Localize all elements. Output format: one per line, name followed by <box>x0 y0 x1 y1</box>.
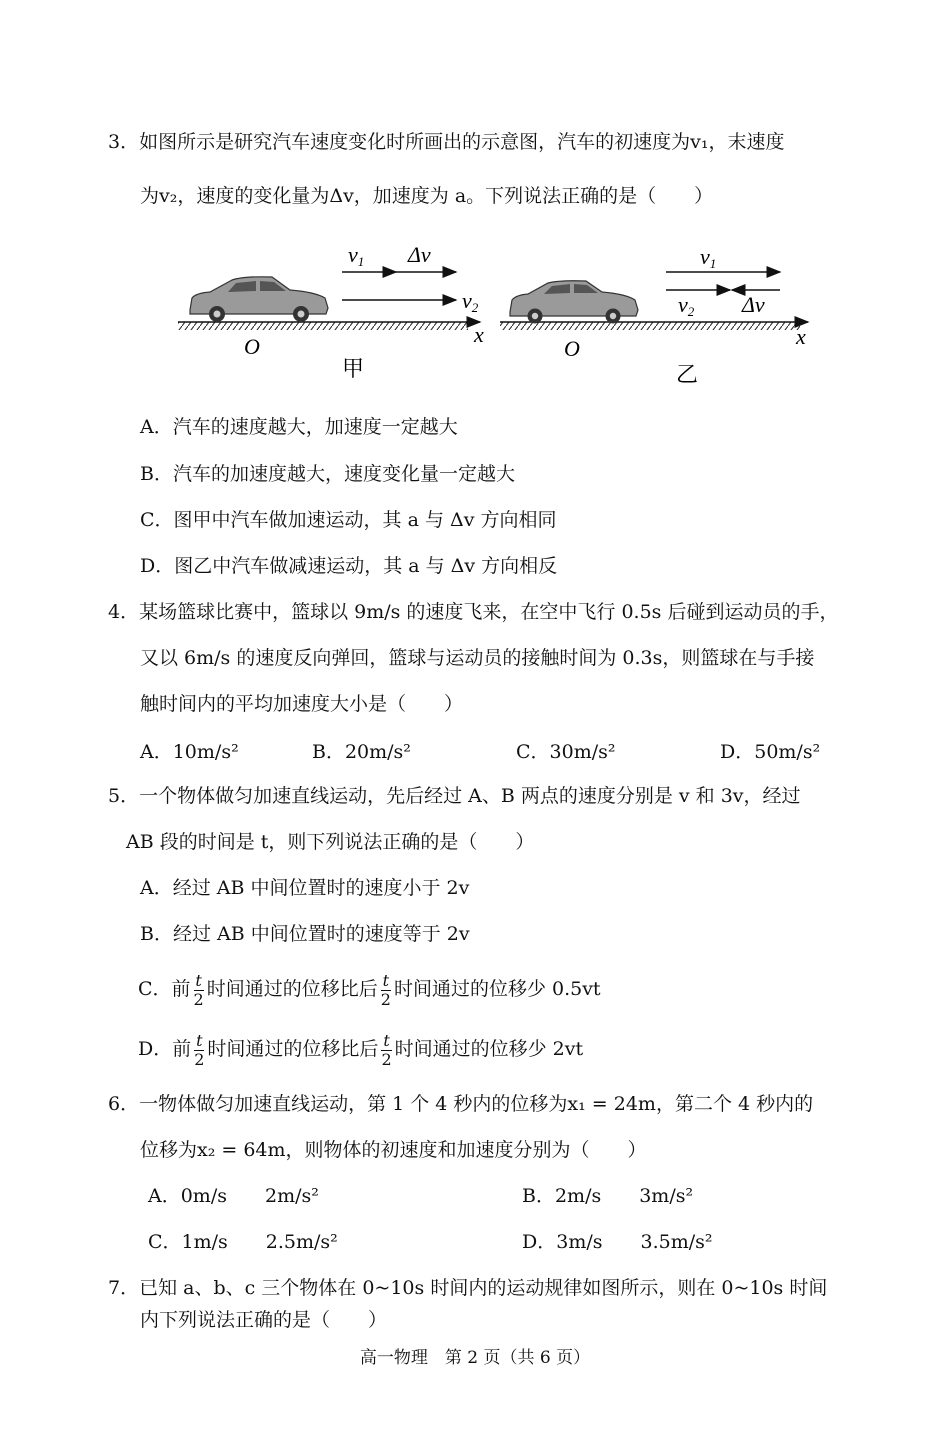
q5-option-d-middle: 时间通过的位移比后 <box>207 1038 379 1060</box>
q3-stem-line2: 为v₂，速度的变化量为Δv，加速度为 a。下列说法正确的是（ ） <box>140 185 714 207</box>
q5-option-d-suffix: 时间通过的位移少 2vt <box>394 1038 584 1060</box>
q7-stem-line1: 7．已知 a、b、c 三个物体在 0~10s 时间内的运动规律如图所示，则在 0~10s 时间 <box>108 1277 828 1299</box>
q4-stem-line3: 触时间内的平均加速度大小是（ ） <box>140 693 464 715</box>
q6-option-c: C．1m/s 2.5m/s² <box>148 1231 338 1253</box>
q5-stem-line2: AB 段的时间是 t，则下列说法正确的是（ ） <box>126 831 535 853</box>
q5-option-c-prefix: C．前 <box>138 978 191 1000</box>
q7-stem-line2: 内下列说法正确的是（ ） <box>140 1309 388 1331</box>
q3-option-a: A．汽车的速度越大，加速度一定越大 <box>140 416 458 438</box>
left-axis-label: x <box>474 322 484 347</box>
fraction-denominator: 2 <box>381 1049 392 1069</box>
fraction-denominator: 2 <box>193 989 204 1009</box>
fraction-numerator: t <box>196 1030 203 1050</box>
fraction-denominator: 2 <box>380 989 391 1009</box>
q6-stem-line1: 6．一物体做匀加速直线运动，第 1 个 4 秒内的位移为x₁ = 24m，第二个 4 秒内的 <box>108 1093 814 1115</box>
q5-option-c-middle: 时间通过的位移比后 <box>206 978 378 1000</box>
fraction-t-over-2 <box>194 972 204 1009</box>
left-caption: 甲 <box>342 356 365 381</box>
q5-option-c <box>138 966 601 1012</box>
right-v2-label: v2 <box>678 292 695 319</box>
q4-stem-line1: 4．某场篮球比赛中，篮球以 9m/s 的速度飞来，在空中飞行 0.5s 后碰到运动员的手， <box>108 601 839 623</box>
q6-option-d: D．3m/s 3.5m/s² <box>522 1231 713 1253</box>
q4-option-c: C．30m/s² <box>516 741 616 763</box>
right-ground-hatch <box>500 322 800 330</box>
right-origin-label: O <box>564 336 580 361</box>
fraction-t-over-2 <box>381 972 391 1009</box>
right-v1-label: v1 <box>700 244 717 271</box>
q4-stem-line2: 又以 6m/s 的速度反向弹回，篮球与运动员的接触时间为 0.3s，则篮球在与手接 <box>140 647 815 669</box>
q4-option-d: D．50m/s² <box>720 741 821 763</box>
q5-stem-line1: 5．一个物体做匀加速直线运动，先后经过 A、B 两点的速度分别是 v 和 3v，经过 <box>108 785 801 807</box>
fraction-numerator: t <box>383 1030 390 1050</box>
q5-option-d-prefix: D．前 <box>138 1038 192 1060</box>
fraction-denominator: 2 <box>194 1049 205 1069</box>
q4-option-a: A．10m/s² <box>140 741 239 763</box>
q6-stem-line2: 位移为x₂ = 64m，则物体的初速度和加速度分别为（ ） <box>140 1139 647 1161</box>
q4-option-b: B．20m/s² <box>312 741 411 763</box>
q5-option-c-suffix: 时间通过的位移少 0.5vt <box>393 978 601 1000</box>
q3-option-d: D．图乙中汽车做减速运动，其 a 与 Δv 方向相反 <box>140 555 558 577</box>
left-car <box>190 277 328 322</box>
right-axis-label: x <box>796 324 806 349</box>
fraction-t-over-2 <box>381 1032 391 1069</box>
right-car <box>510 281 638 324</box>
page-footer: 高一物理 第 2 页（共 6 页） <box>359 1348 591 1368</box>
left-origin-label: O <box>244 334 260 359</box>
fraction-t-over-2 <box>194 1032 204 1069</box>
fraction-numerator: t <box>195 970 202 990</box>
q6-option-b: B．2m/s 3m/s² <box>522 1185 694 1207</box>
q3-option-b: B．汽车的加速度越大，速度变化量一定越大 <box>140 463 515 485</box>
q5-option-a: A．经过 AB 中间位置时的速度小于 2v <box>140 877 470 899</box>
left-v1-label: v1 <box>348 242 365 269</box>
left-dv-label: Δv <box>408 242 431 267</box>
fraction-numerator: t <box>382 970 390 990</box>
left-ground-hatch <box>178 322 468 330</box>
q5-option-b: B．经过 AB 中间位置时的速度等于 2v <box>140 923 470 945</box>
q5-option-d <box>138 1026 583 1072</box>
right-caption: 乙 <box>676 362 699 387</box>
q3-option-c: C．图甲中汽车做加速运动，其 a 与 Δv 方向相同 <box>140 509 557 531</box>
q3-figure <box>170 238 820 393</box>
q3-stem-line1: 3．如图所示是研究汽车速度变化时所画出的示意图，汽车的初速度为v₁，末速度 <box>108 131 785 153</box>
q6-option-a: A．0m/s 2m/s² <box>148 1185 319 1207</box>
right-dv-label: Δv <box>742 292 765 317</box>
left-v2-label: v2 <box>462 288 479 315</box>
